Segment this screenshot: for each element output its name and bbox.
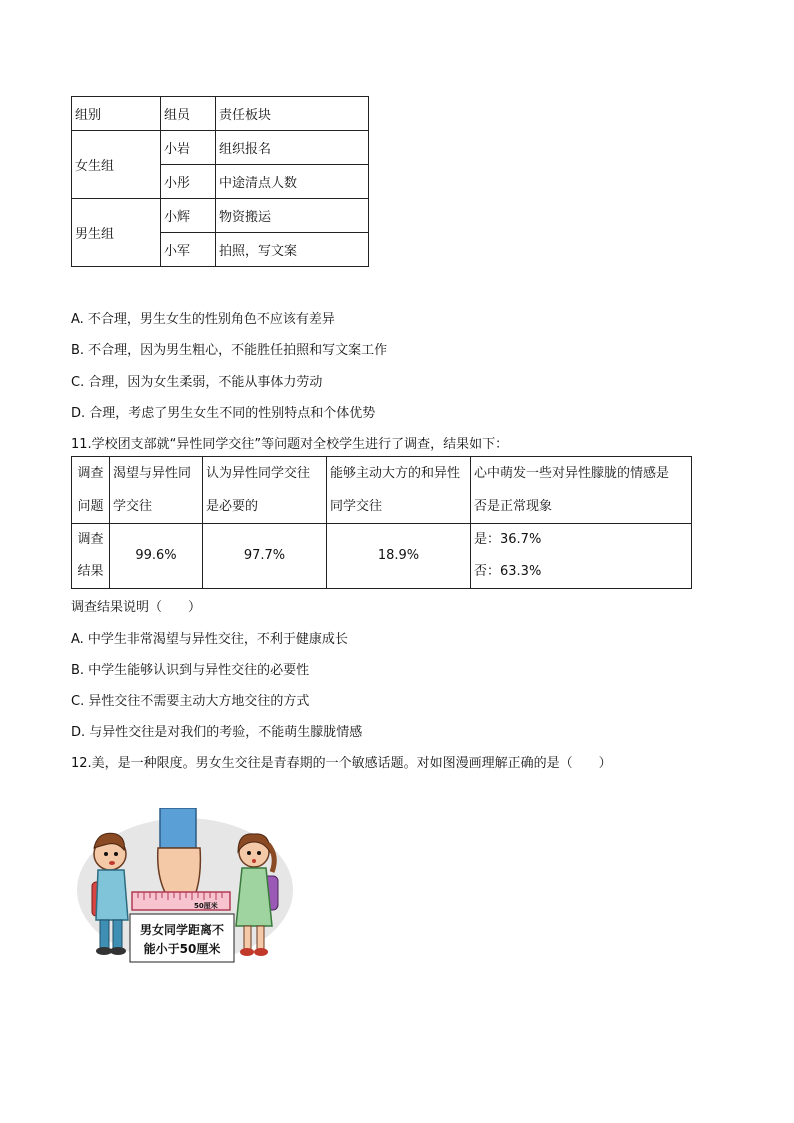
q11-option-b: B. 中学生能够认识到与异性交往的必要性 bbox=[71, 663, 310, 678]
q10-option-b: B. 不合理，因为男生粗心，不能胜任拍照和写文案工作 bbox=[71, 343, 388, 358]
q11-prompt: 调查结果说明（ ） bbox=[71, 600, 202, 615]
duty-cell: 中途清点人数 bbox=[216, 165, 369, 199]
ruler-label: 50厘米 bbox=[194, 902, 218, 910]
q10-option-a: A. 不合理，男生女生的性别角色不应该有差异 bbox=[71, 312, 335, 327]
group-name-cell: 女生组 bbox=[72, 131, 161, 199]
table-row bbox=[72, 199, 369, 233]
duty-cell: 物资搬运 bbox=[216, 199, 369, 233]
cell-line: 调查 bbox=[77, 466, 104, 481]
hand-icon bbox=[158, 848, 201, 898]
cell-line: 学交往 bbox=[113, 499, 153, 514]
caption-line-1: 男女同学距离不 bbox=[139, 923, 225, 937]
q11-option-c: C. 异性交往不需要主动大方地交往的方式 bbox=[71, 694, 310, 709]
table-row bbox=[72, 457, 692, 524]
result-cell: 97.7% bbox=[203, 524, 327, 589]
q12-stem: 12.美，是一种限度。男女生交往是青春期的一个敏感话题。对如图漫画理解正确的是（ ） bbox=[71, 756, 612, 771]
cell-line: 是必要的 bbox=[206, 499, 259, 514]
q11-stem: 11.学校团支部就“异性同学交往”等问题对全校学生进行了调查，结果如下： bbox=[71, 437, 509, 452]
cartoon-illustration bbox=[72, 808, 298, 970]
cell-line: 问题 bbox=[77, 499, 104, 514]
cell-line: 渴望与异性同 bbox=[113, 466, 192, 481]
survey-table bbox=[71, 456, 692, 589]
cell-line: 结果 bbox=[77, 564, 104, 579]
row-head-cell bbox=[72, 457, 110, 524]
cell-line: 同学交往 bbox=[330, 499, 383, 514]
duty-cell: 组织报名 bbox=[216, 131, 369, 165]
sleeve-shape bbox=[160, 808, 196, 848]
question-cell bbox=[471, 457, 692, 524]
result-cell bbox=[471, 524, 692, 589]
member-cell: 小辉 bbox=[161, 199, 216, 233]
table-row bbox=[72, 524, 692, 589]
cell-line: 能够主动大方的和异性 bbox=[330, 466, 461, 481]
cell-line: 调查 bbox=[77, 532, 104, 547]
cell-line: 认为异性同学交往 bbox=[206, 466, 311, 481]
member-cell: 小岩 bbox=[161, 131, 216, 165]
group-name-cell: 男生组 bbox=[72, 199, 161, 267]
q11-option-a: A. 中学生非常渴望与异性交往，不利于健康成长 bbox=[71, 632, 348, 647]
q11-option-d: D. 与异性交往是对我们的考验，不能萌生朦胧情感 bbox=[71, 725, 363, 740]
result-cell: 99.6% bbox=[110, 524, 203, 589]
cell-line: 否是正常现象 bbox=[474, 499, 553, 514]
cell-line: 心中萌发一些对异性朦胧的情感是 bbox=[474, 466, 670, 481]
cell-line: 是：36.7% bbox=[474, 532, 542, 547]
table-row bbox=[72, 97, 369, 131]
caption-line-2: 能小于50厘米 bbox=[143, 942, 221, 956]
member-cell: 小军 bbox=[161, 233, 216, 267]
question-cell bbox=[327, 457, 471, 524]
question-cell bbox=[203, 457, 327, 524]
q10-option-d: D. 合理，考虑了男生女生不同的性别特点和个体优势 bbox=[71, 406, 376, 421]
table-row bbox=[72, 131, 369, 165]
member-cell: 小彤 bbox=[161, 165, 216, 199]
cell-line: 否：63.3% bbox=[474, 564, 542, 579]
question-cell bbox=[110, 457, 203, 524]
duty-cell: 拍照，写文案 bbox=[216, 233, 369, 267]
result-cell: 18.9% bbox=[327, 524, 471, 589]
group-table bbox=[71, 96, 369, 267]
table-header-cell: 责任板块 bbox=[216, 97, 369, 131]
table-header-cell: 组别 bbox=[72, 97, 161, 131]
q10-option-c: C. 合理，因为女生柔弱，不能从事体力劳动 bbox=[71, 375, 323, 390]
row-head-cell bbox=[72, 524, 110, 589]
table-header-cell: 组员 bbox=[161, 97, 216, 131]
